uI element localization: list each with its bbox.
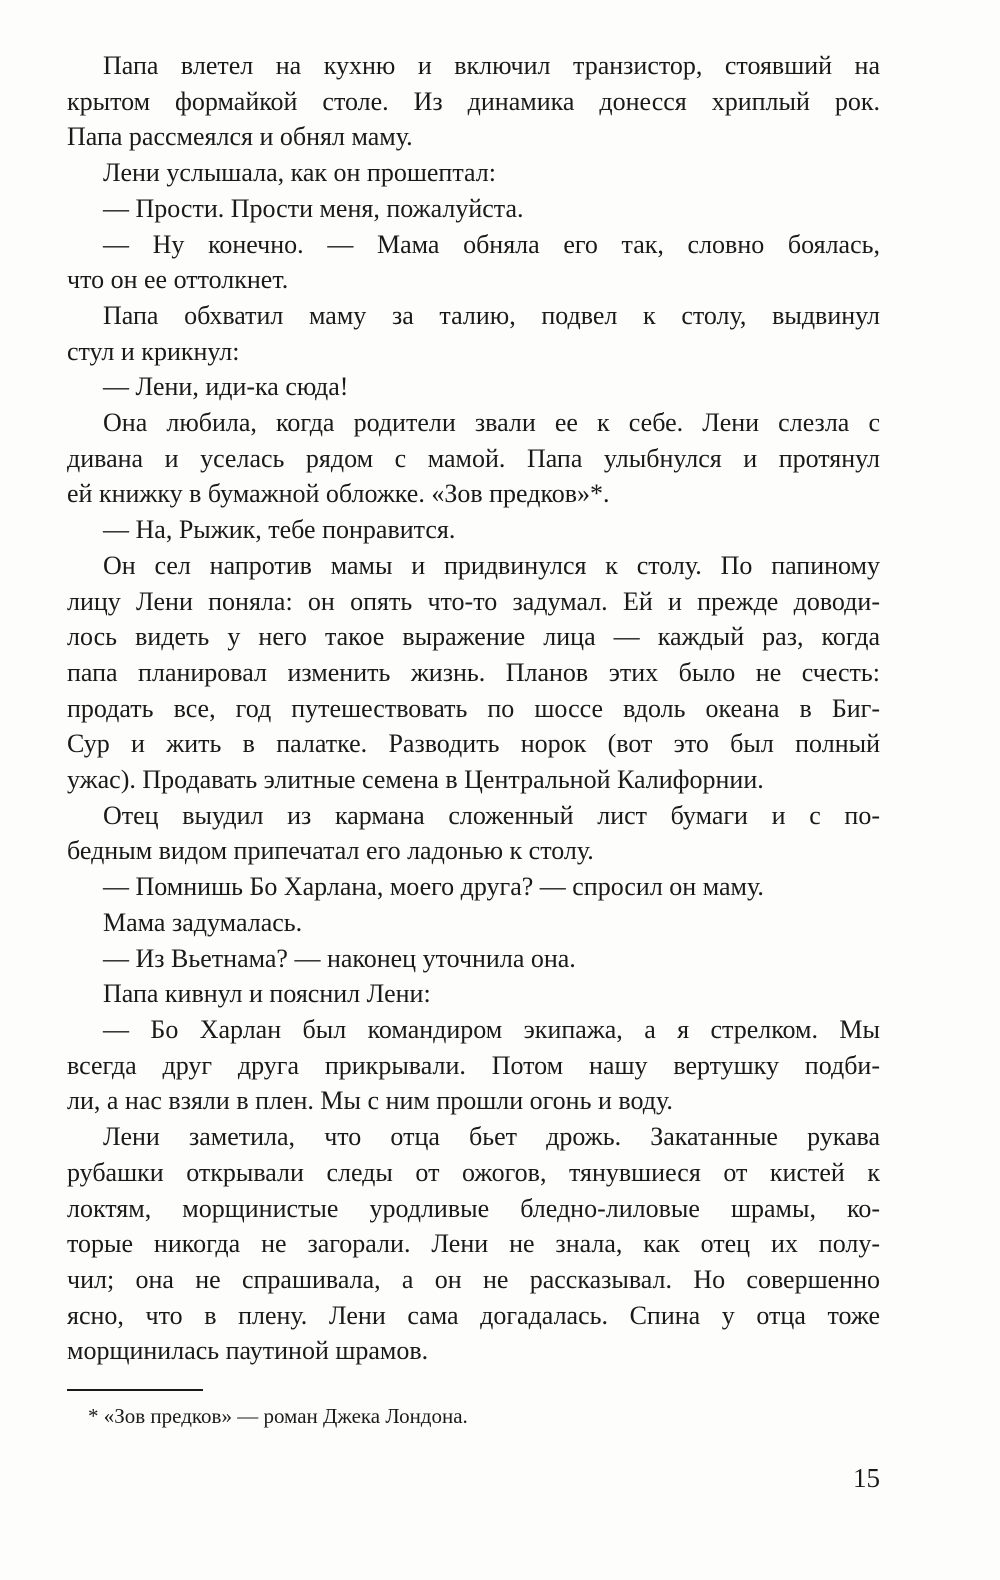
text-line: ясно, что в плену. Лени сама догадалась. Спина у отца тоже — [67, 1300, 880, 1330]
text-line: — Помнишь Бо Харлана, моего друга? — спросил он маму. — [103, 872, 764, 902]
text-line: папа планировал изменить жизнь. Планов этих было не счесть: — [67, 657, 880, 687]
text-line: чил; она не спрашивала, а он не рассказывал. Но совершенно — [67, 1264, 880, 1294]
paragraph — [67, 298, 880, 369]
text-line: — Прости. Прости меня, пожалуйста. — [103, 193, 524, 223]
text-line: рубашки открывали следы от ожогов, тянувшиеся от кистей к — [67, 1157, 880, 1187]
text-line: Он сел напротив мамы и придвинулся к столу. По папиному — [103, 550, 880, 580]
text-line: — Лени, иди-ка сюда! — [103, 372, 349, 402]
page-number: 15 — [853, 1463, 880, 1493]
text-line: — Бо Харлан был командиром экипажа, а я стрелком. Мы — [103, 1014, 880, 1044]
text-line: — Из Вьетнама? — наконец уточнила она. — [103, 943, 576, 973]
text-line: локтям, морщинистые уродливые бледно-лиловые шрамы, ко- — [67, 1193, 880, 1223]
text-line: крытом формайкой столе. Из динамика донесся хриплый рок. — [67, 86, 880, 116]
paragraph — [67, 548, 880, 798]
paragraph — [67, 798, 880, 869]
text-line: стул и крикнул: — [67, 336, 240, 366]
paragraph — [67, 227, 880, 298]
text-line: что он ее оттолкнет. — [67, 265, 289, 295]
text-line: Папа обхватил маму за талию, подвел к столу, выдвинул — [103, 300, 880, 330]
text-line: Папа влетел на кухню и включил транзистор, стоявший на — [103, 51, 880, 80]
text-line: Сур и жить в палатке. Разводить норок (вот это был полный — [67, 729, 880, 759]
text-line: продать все, год путешествовать по шоссе вдоль океана в Биг- — [67, 693, 880, 723]
footnote-divider — [67, 1389, 203, 1391]
text-line: Папа кивнул и пояснил Лени: — [103, 979, 431, 1009]
paragraph — [67, 1012, 880, 1119]
text-line: ей книжку в бумажной обложке. «Зов предков»*. — [67, 479, 610, 509]
text-line: лось видеть у него такое выражение лица — каждый раз, когда — [67, 622, 880, 652]
body-text — [67, 48, 880, 1369]
text-line: Мама задумалась. — [103, 907, 303, 937]
text-line: Она любила, когда родители звали ее к себе. Лени слезла с — [103, 408, 880, 438]
text-line: — Ну конечно. — Мама обняла его так, словно боялась, — [103, 229, 880, 259]
text-line: Отец выудил из кармана сложенный лист бумаги и с по- — [103, 800, 880, 830]
text-line: Папа рассмеялся и обнял маму. — [67, 122, 413, 152]
paragraph — [67, 405, 880, 512]
text-line: дивана и уселась рядом с мамой. Папа улыбнулся и протянул — [67, 443, 880, 473]
paragraph — [67, 48, 880, 155]
paragraph — [67, 1119, 880, 1369]
text-line: Лени заметила, что отца бьет дрожь. Закатанные рукава — [103, 1122, 880, 1152]
text-line: — На, Рыжик, тебе понравится. — [103, 515, 456, 545]
paragraph — [67, 191, 880, 227]
paragraph — [67, 941, 880, 977]
paragraph — [67, 512, 880, 548]
paragraph — [67, 976, 880, 1012]
paragraph — [67, 869, 880, 905]
footnote: * «Зов предков» — роман Джека Лондона. — [88, 1404, 468, 1428]
text-line: Лени услышала, как он прошептал: — [103, 158, 496, 188]
text-line: ужас). Продавать элитные семена в Центральной Калифорнии. — [67, 765, 764, 795]
paragraph — [67, 905, 880, 941]
text-line: всегда друг друга прикрывали. Потом нашу вертушку подби- — [67, 1050, 880, 1080]
text-line: торые никогда не загорали. Лени не знала, как отец их полу- — [67, 1229, 880, 1259]
text-line: морщинилась паутиной шрамов. — [67, 1336, 429, 1366]
text-line: лицу Лени поняла: он опять что-то задумал. Ей и прежде доводи- — [67, 586, 880, 616]
paragraph — [67, 155, 880, 191]
paragraph — [67, 369, 880, 405]
text-line: ли, а нас взяли в плен. Мы с ним прошли огонь и воду. — [67, 1086, 673, 1116]
text-line: бедным видом припечатал его ладонью к столу. — [67, 836, 594, 866]
